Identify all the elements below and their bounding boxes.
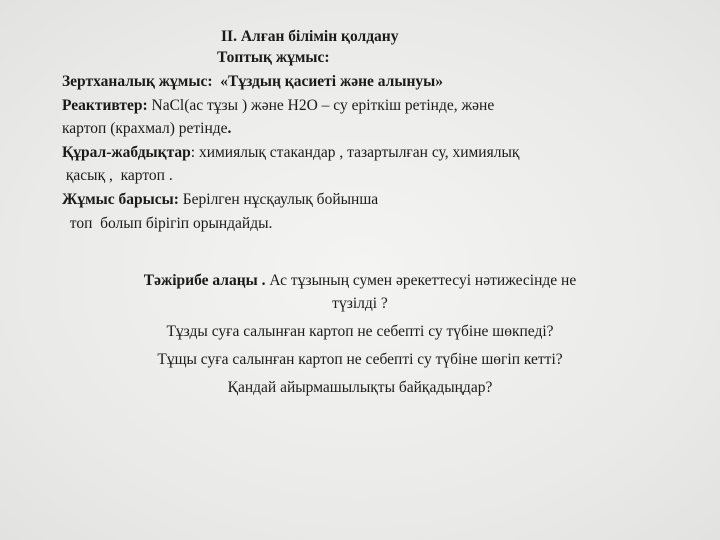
procedure-label: Жұмыс барысы: [62,191,179,208]
experiment-line [0,271,720,291]
equipment-line-2 [62,166,173,186]
procedure-text: Берілген нұсқаулық бойынша [182,191,379,208]
question-2: Тұщы суға салынған картоп не себепті су түбіне шөгіп кетті? [157,351,563,368]
question-1: Тұзды суға салынған картоп не себепті су түбіне шөкпеді? [166,323,554,340]
lab-work-name: «Тұздың қасиеті және алынуы» [220,73,443,90]
group-work-subtitle: Топтық жұмыс: [217,49,330,66]
reagents-label: Реактивтер: [62,97,148,114]
equipment-text-2: қасық , картоп . [62,167,173,184]
equipment-label: Құрал-жабдықтар [62,144,191,161]
lab-work-label: Зертханалық жұмыс: [62,73,213,90]
section-title: II. Алған білімін қолдану [221,28,399,45]
experiment-question-line-2: түзілді ? [332,295,388,312]
reagents-line [62,96,494,116]
equipment-text: : химиялық стакандар , тазартылған су, химиялық [190,144,520,161]
reagents-text-2: картоп (крахмал) ретінде [62,120,228,137]
reagents-line-2: картоп (крахмал) ретінде. [62,120,232,137]
experiment-label: Тәжірибе алаңы . [143,272,266,289]
equipment-line [62,143,519,163]
procedure-line-2 [62,214,272,234]
experiment-question: Ас тұзының сумен әрекеттесуі нәтижесінде не [269,272,577,289]
procedure-text-2: топ болып бірігіп орындайды. [62,215,273,232]
question-3: Қандай айырмашылықты байқадыңдар? [227,379,493,396]
reagents-text: NaCl(ас тұзы ) және H2O – су еріткіш ретінде, және [151,97,495,114]
lab-work-line [62,72,443,92]
procedure-line [62,190,378,210]
